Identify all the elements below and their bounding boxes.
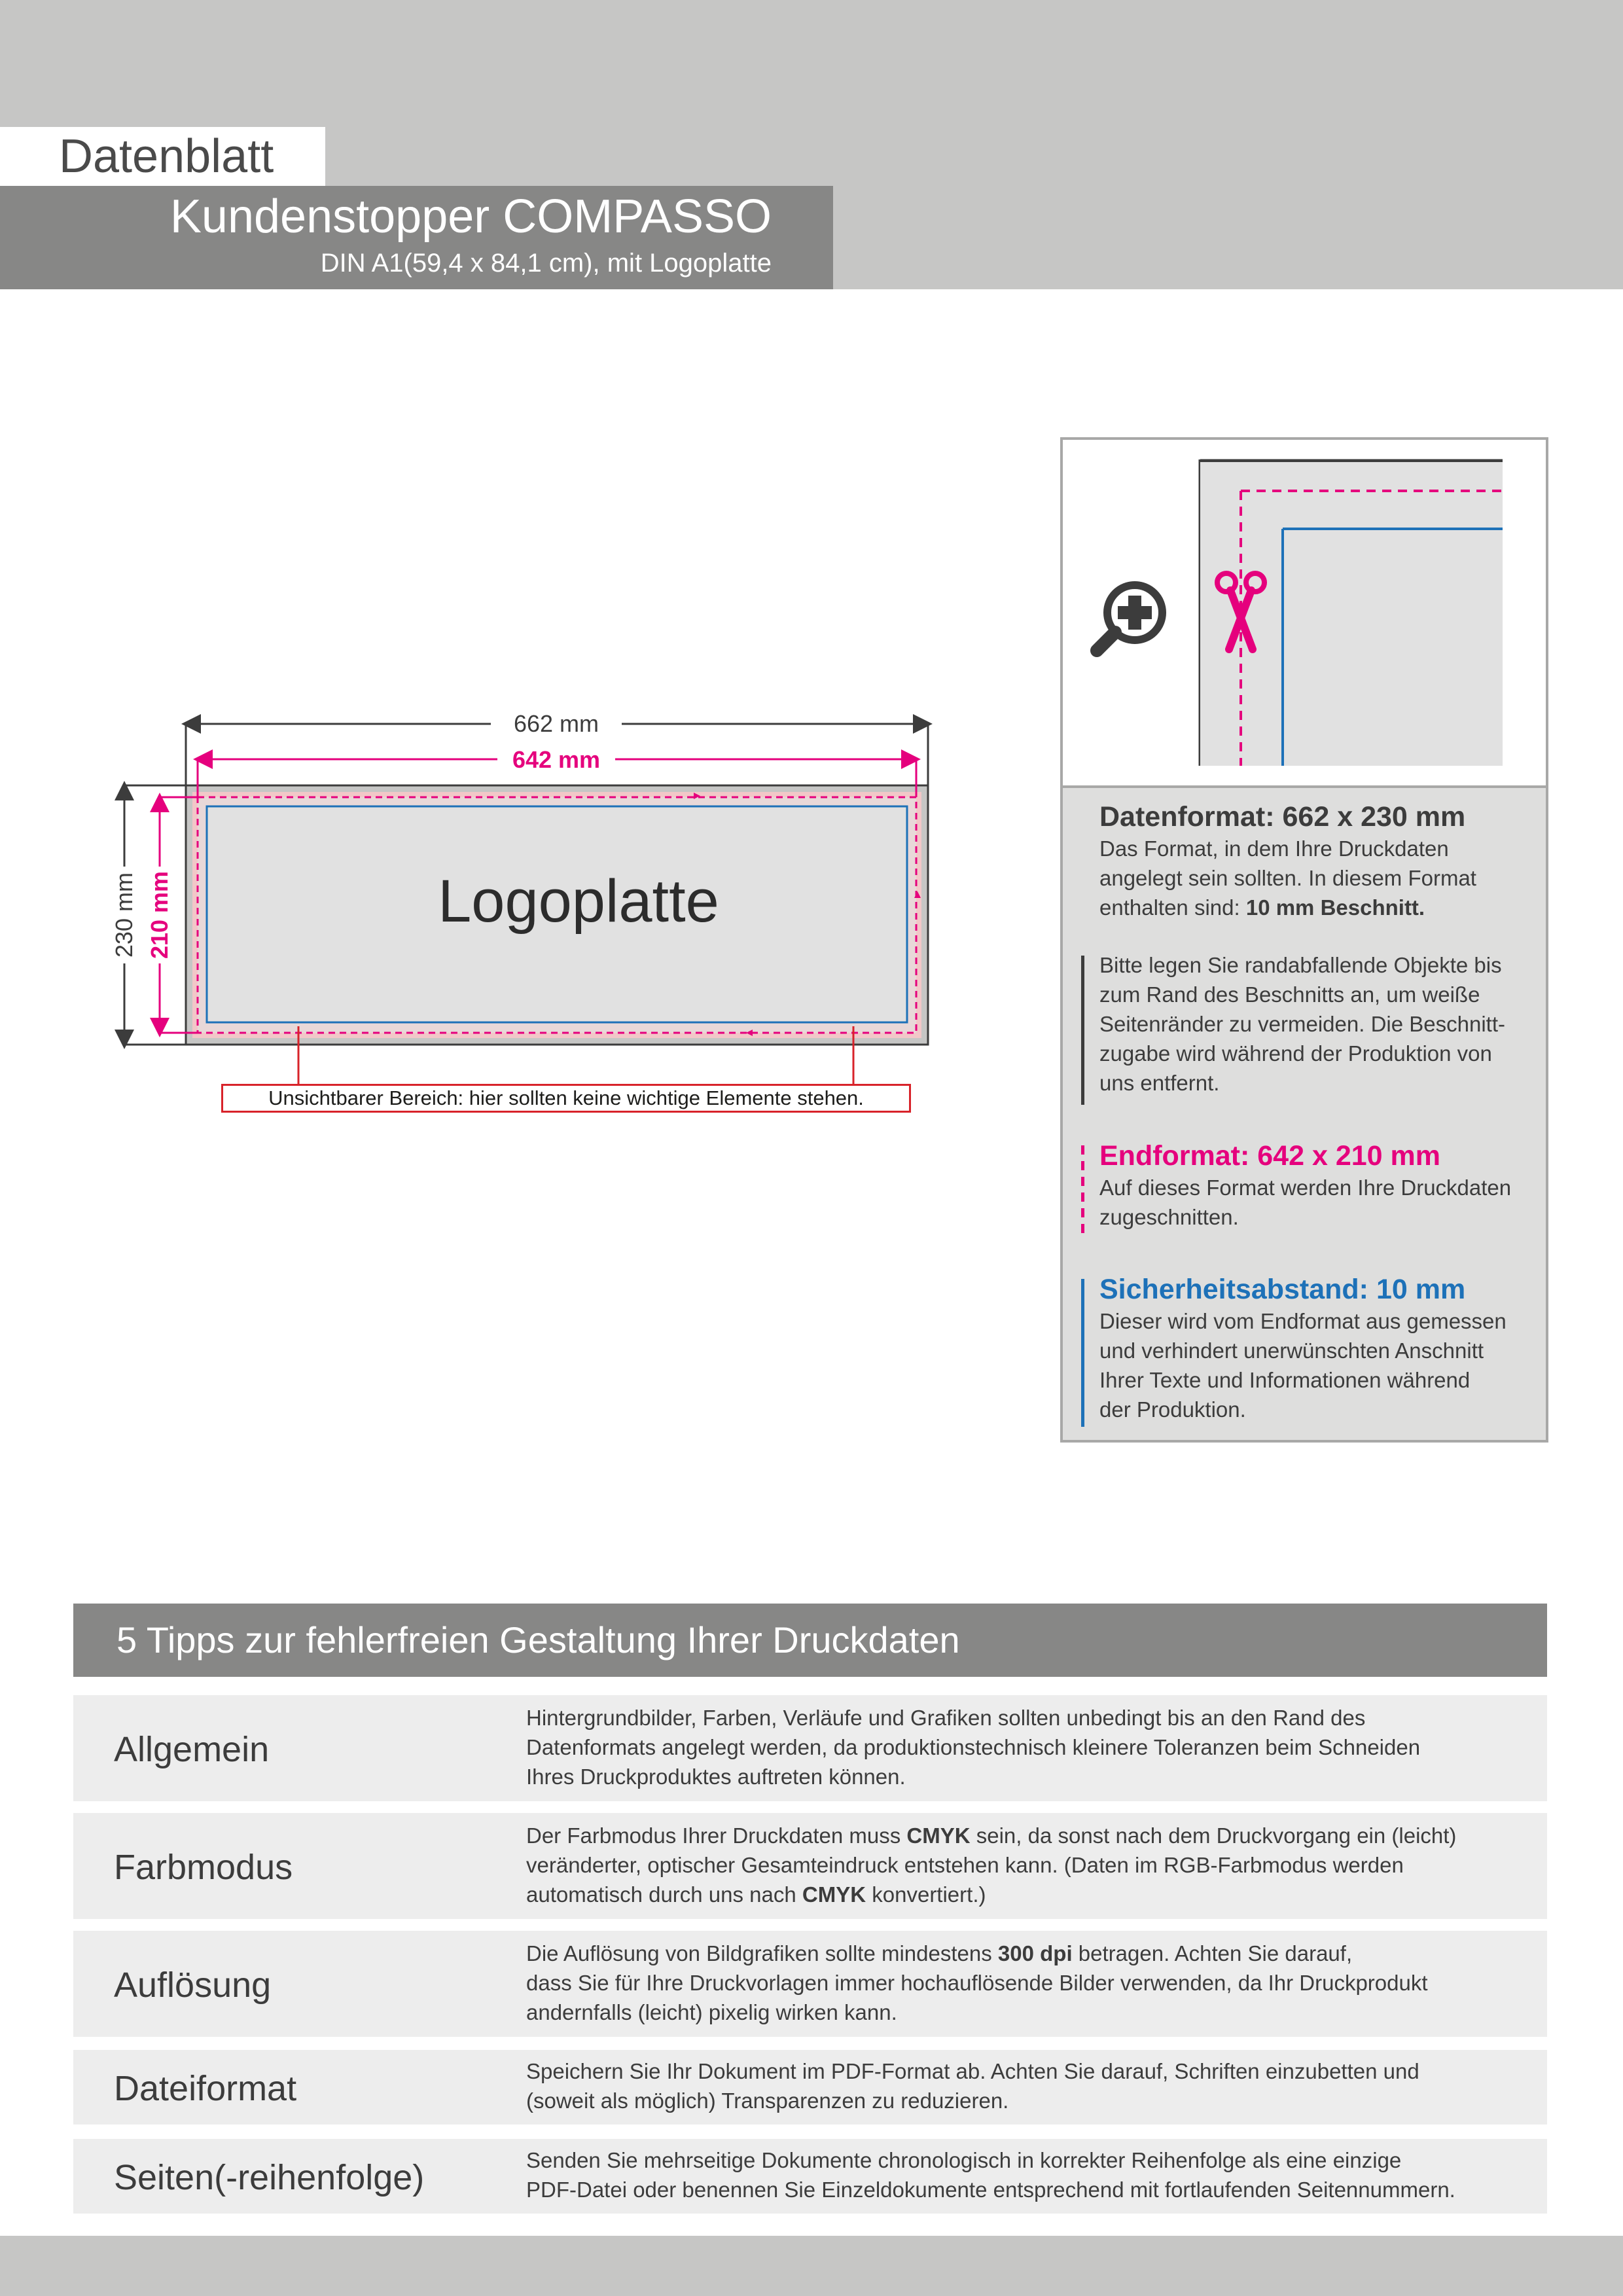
tip-text: Hintergrundbilder, Farben, Verläufe und Grafiken sollten unbedingt bis an den Rand des Datenformats angelegt werden, da produktionstechnisch kleinere Toleranzen beim Schneiden Ihres Druckproduktes auftreten können. — [526, 1706, 1421, 1789]
endformat-heading: Endformat: 642 x 210 mm — [1099, 1140, 1440, 1172]
inner-width-label: 642 mm — [512, 746, 601, 773]
bleed-line: uns entfernt. — [1099, 1071, 1220, 1095]
tip-title: Allgemein — [114, 1730, 270, 1769]
endformat-line: Auf dieses Format werden Ihre Druckdaten — [1099, 1175, 1512, 1200]
tip-text: Der Farbmodus Ihrer Druckdaten muss CMYK sein, da sonst nach dem Druckvorgang ein (leicht) veränderter, optischer Gesamteindruck entstehen kann. (Daten im RGB-Farbmodus werden automatisch durch uns nach CMYK konvertiert.) — [526, 1823, 1457, 1907]
safety-heading: Sicherheitsabstand: 10 mm — [1099, 1274, 1466, 1305]
bleed-bar — [1081, 956, 1084, 1105]
datenformat-line2: angelegt sein sollten. In diesem Format — [1099, 866, 1476, 890]
tip-title: Seiten(-reihenfolge) — [114, 2158, 425, 2197]
inner-height-label: 210 mm — [146, 870, 173, 960]
datenformat-line3: enthalten sind: 10 mm Beschnitt. — [1099, 895, 1425, 920]
bleed-note — [1099, 950, 1538, 1098]
tip-row-seiten — [73, 2139, 1547, 2214]
tip-row-dateiformat — [73, 2050, 1547, 2125]
endformat-block — [1099, 1139, 1538, 1232]
datenformat-heading: Datenformat: 662 x 230 mm — [1099, 801, 1466, 833]
safety-line: Ihrer Texte und Informationen während — [1099, 1368, 1471, 1392]
endformat-line: zugeschnitten. — [1099, 1205, 1239, 1229]
tip-title: Farbmodus — [114, 1848, 293, 1887]
zoom-in-icon — [1097, 585, 1162, 651]
zoom-view — [1063, 440, 1546, 785]
safety-block — [1099, 1272, 1538, 1424]
tip-text: Senden Sie mehrseitige Dokumente chronologisch in korrekter Reihenfolge als eine einzige PDF-Datei oder benennen Sie Einzeldokumente entsprechend mit fortlaufenden Seitennummern. — [526, 2148, 1455, 2202]
tips-heading: 5 Tipps zur fehlerfreien Gestaltung Ihrer Druckdaten — [73, 1604, 1547, 1677]
datenformat-line1: Das Format, in dem Ihre Druckdaten — [1099, 836, 1449, 861]
safety-line: Dieser wird vom Endformat aus gemessen — [1099, 1309, 1507, 1333]
bleed-line: Seitenränder zu vermeiden. Die Beschnitt- — [1099, 1012, 1505, 1036]
document-label: Datenblatt — [0, 127, 325, 186]
endformat-bar — [1081, 1145, 1084, 1234]
logoplatte-label: Logoplatte — [438, 868, 719, 935]
tip-text: Speichern Sie Ihr Dokument im PDF-Format ab. Achten Sie darauf, Schriften einzubetten und (soweit als möglich) Transparenzen zu reduzieren. — [526, 2059, 1419, 2113]
tip-row-farbmodus — [73, 1813, 1547, 1919]
bleed-line: zum Rand des Beschnitts an, um weiße — [1099, 982, 1480, 1007]
bleed-line: Bitte legen Sie randabfallende Objekte bis — [1099, 953, 1502, 977]
footer-band — [0, 2236, 1623, 2296]
tip-row-aufloesung — [73, 1931, 1547, 2037]
bleed-line: zugabe wird während der Produktion von — [1099, 1041, 1492, 1066]
safety-line: der Produktion. — [1099, 1397, 1246, 1422]
outer-height-label: 230 mm — [111, 872, 137, 958]
tip-title: Dateiformat — [114, 2069, 297, 2108]
info-panel — [1060, 437, 1548, 1443]
tip-title: Auflösung — [114, 1965, 272, 2005]
safety-line: und verhindert unerwünschten Anschnitt — [1099, 1338, 1484, 1363]
safety-bar — [1081, 1279, 1084, 1427]
datenformat-block — [1099, 800, 1538, 922]
page-subtitle: DIN A1(59,4 x 84,1 cm), mit Logoplatte — [320, 249, 772, 278]
tip-text: Die Auflösung von Bildgrafiken sollte mindestens 300 dpi betragen. Achten Sie darauf, dass Sie für Ihre Druckvorlagen immer hochauflösende Bilder verwenden, da Ihr Druckprodukt andernfalls (leicht) pixelig wirken kann. — [526, 1941, 1428, 2024]
outer-width-label: 662 mm — [513, 710, 599, 737]
invisible-area-note: Unsichtbarer Bereich: hier sollten keine wichtige Elemente stehen. — [221, 1084, 911, 1113]
tip-row-allgemein — [73, 1695, 1547, 1801]
title-box — [0, 186, 833, 289]
page-title: Kundenstopper COMPASSO — [169, 190, 772, 243]
info-texts — [1063, 785, 1546, 1440]
